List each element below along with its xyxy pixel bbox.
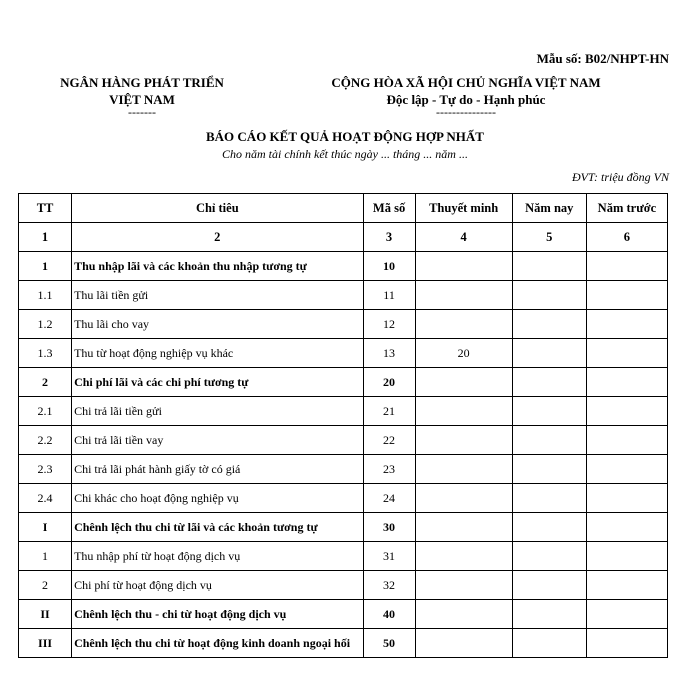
table-row	[19, 484, 668, 513]
table-row	[19, 252, 668, 281]
row-code: 13	[363, 339, 415, 368]
row-indicator: Chi phí từ hoạt động dịch vụ	[72, 571, 363, 600]
row-current-year	[512, 339, 586, 368]
national-title: CỘNG HÒA XÃ HỘI CHỦ NGHĨA VIỆT NAM	[331, 75, 601, 90]
row-previous-year	[586, 629, 667, 658]
national-header	[306, 74, 626, 108]
row-note	[415, 571, 512, 600]
row-code: 21	[363, 397, 415, 426]
row-note	[415, 368, 512, 397]
row-current-year	[512, 455, 586, 484]
row-note: 20	[415, 339, 512, 368]
row-indicator: Thu nhập lãi và các khoản thu nhập tương tự	[72, 252, 363, 281]
row-tt: 2.4	[19, 484, 72, 513]
row-tt: 1.1	[19, 281, 72, 310]
table-row	[19, 368, 668, 397]
table-row	[19, 426, 668, 455]
row-indicator: Chi trả lãi tiền gửi	[72, 397, 363, 426]
row-code: 40	[363, 600, 415, 629]
row-note	[415, 484, 512, 513]
row-tt: 1.2	[19, 310, 72, 339]
national-motto: Độc lập - Tự do - Hạnh phúc	[386, 92, 546, 107]
header-code: Mã số	[363, 194, 415, 223]
row-previous-year	[586, 339, 667, 368]
row-code: 23	[363, 455, 415, 484]
row-note	[415, 397, 512, 426]
row-code: 31	[363, 542, 415, 571]
row-indicator: Thu từ hoạt động nghiệp vụ khác	[72, 339, 363, 368]
row-note	[415, 252, 512, 281]
row-code: 22	[363, 426, 415, 455]
row-current-year	[512, 252, 586, 281]
header-indicator: Chỉ tiêu	[72, 194, 363, 223]
table-row	[19, 339, 668, 368]
row-note	[415, 600, 512, 629]
row-tt: III	[19, 629, 72, 658]
row-tt: 2.3	[19, 455, 72, 484]
row-current-year	[512, 397, 586, 426]
column-number: 4	[415, 223, 512, 252]
row-current-year	[512, 368, 586, 397]
column-number: 3	[363, 223, 415, 252]
row-previous-year	[586, 455, 667, 484]
row-previous-year	[586, 542, 667, 571]
row-current-year	[512, 600, 586, 629]
column-number: 1	[19, 223, 72, 252]
row-previous-year	[586, 281, 667, 310]
row-indicator: Chênh lệch thu chi từ lãi và các khoản tương tự	[72, 513, 363, 542]
row-current-year	[512, 426, 586, 455]
row-note	[415, 426, 512, 455]
table-row	[19, 455, 668, 484]
row-code: 12	[363, 310, 415, 339]
row-code: 10	[363, 252, 415, 281]
motto-separator: ---------------	[436, 105, 496, 119]
report-title: BÁO CÁO KẾT QUẢ HOẠT ĐỘNG HỢP NHẤT	[206, 129, 484, 144]
form-code: Mẫu số: B02/NHPT-HN	[536, 51, 669, 66]
organization-name	[38, 74, 246, 108]
row-code: 24	[363, 484, 415, 513]
table-row	[19, 397, 668, 426]
row-code: 50	[363, 629, 415, 658]
row-current-year	[512, 513, 586, 542]
row-tt: 1	[19, 252, 72, 281]
row-previous-year	[586, 310, 667, 339]
row-previous-year	[586, 571, 667, 600]
row-indicator: Chi trả lãi phát hành giấy tờ có giá	[72, 455, 363, 484]
row-note	[415, 629, 512, 658]
table-row	[19, 571, 668, 600]
row-code: 32	[363, 571, 415, 600]
row-tt: II	[19, 600, 72, 629]
row-current-year	[512, 542, 586, 571]
row-code: 11	[363, 281, 415, 310]
organization-name-line1: NGÂN HÀNG PHÁT TRIỂN	[60, 75, 224, 90]
row-previous-year	[586, 600, 667, 629]
row-indicator: Thu lãi tiền gửi	[72, 281, 363, 310]
column-number: 6	[586, 223, 667, 252]
row-note	[415, 310, 512, 339]
row-indicator: Chi trả lãi tiền vay	[72, 426, 363, 455]
row-current-year	[512, 571, 586, 600]
row-tt: 2.1	[19, 397, 72, 426]
row-indicator: Chi khác cho hoạt động nghiệp vụ	[72, 484, 363, 513]
table-body	[19, 252, 668, 658]
row-tt: 2	[19, 571, 72, 600]
table-row	[19, 281, 668, 310]
row-indicator: Thu lãi cho vay	[72, 310, 363, 339]
report-subtitle: Cho năm tài chính kết thúc ngày ... tháng ... năm ...	[222, 147, 468, 161]
table-row	[19, 542, 668, 571]
row-code: 30	[363, 513, 415, 542]
row-previous-year	[586, 397, 667, 426]
row-tt: 1.3	[19, 339, 72, 368]
row-previous-year	[586, 513, 667, 542]
column-number-row	[19, 223, 668, 252]
row-note	[415, 513, 512, 542]
row-indicator: Thu nhập phí từ hoạt động dịch vụ	[72, 542, 363, 571]
row-previous-year	[586, 252, 667, 281]
header-previous-year: Năm trước	[586, 194, 667, 223]
row-note	[415, 455, 512, 484]
row-tt: 2	[19, 368, 72, 397]
column-number: 2	[72, 223, 363, 252]
row-previous-year	[586, 368, 667, 397]
header-note: Thuyết minh	[415, 194, 512, 223]
row-indicator: Chênh lệch thu - chi từ hoạt động dịch vụ	[72, 600, 363, 629]
row-current-year	[512, 281, 586, 310]
header-current-year: Năm nay	[512, 194, 586, 223]
row-code: 20	[363, 368, 415, 397]
table-row	[19, 600, 668, 629]
row-current-year	[512, 484, 586, 513]
row-previous-year	[586, 426, 667, 455]
row-tt: 1	[19, 542, 72, 571]
unit-note: ĐVT: triệu đồng VN	[571, 170, 669, 184]
row-current-year	[512, 310, 586, 339]
row-tt: 2.2	[19, 426, 72, 455]
header-row	[19, 194, 668, 223]
row-note	[415, 281, 512, 310]
row-indicator: Chênh lệch thu chi từ hoạt động kinh doanh ngoại hối	[72, 629, 363, 658]
row-note	[415, 542, 512, 571]
table-row	[19, 629, 668, 658]
column-number: 5	[512, 223, 586, 252]
table-row	[19, 513, 668, 542]
report-table	[18, 193, 668, 658]
row-current-year	[512, 629, 586, 658]
organization-separator: -------	[128, 105, 156, 119]
organization-name-line2: VIỆT NAM	[109, 92, 175, 107]
row-indicator: Chi phí lãi và các chi phí tương tự	[72, 368, 363, 397]
row-previous-year	[586, 484, 667, 513]
header-tt: TT	[19, 194, 72, 223]
table-row	[19, 310, 668, 339]
row-tt: I	[19, 513, 72, 542]
